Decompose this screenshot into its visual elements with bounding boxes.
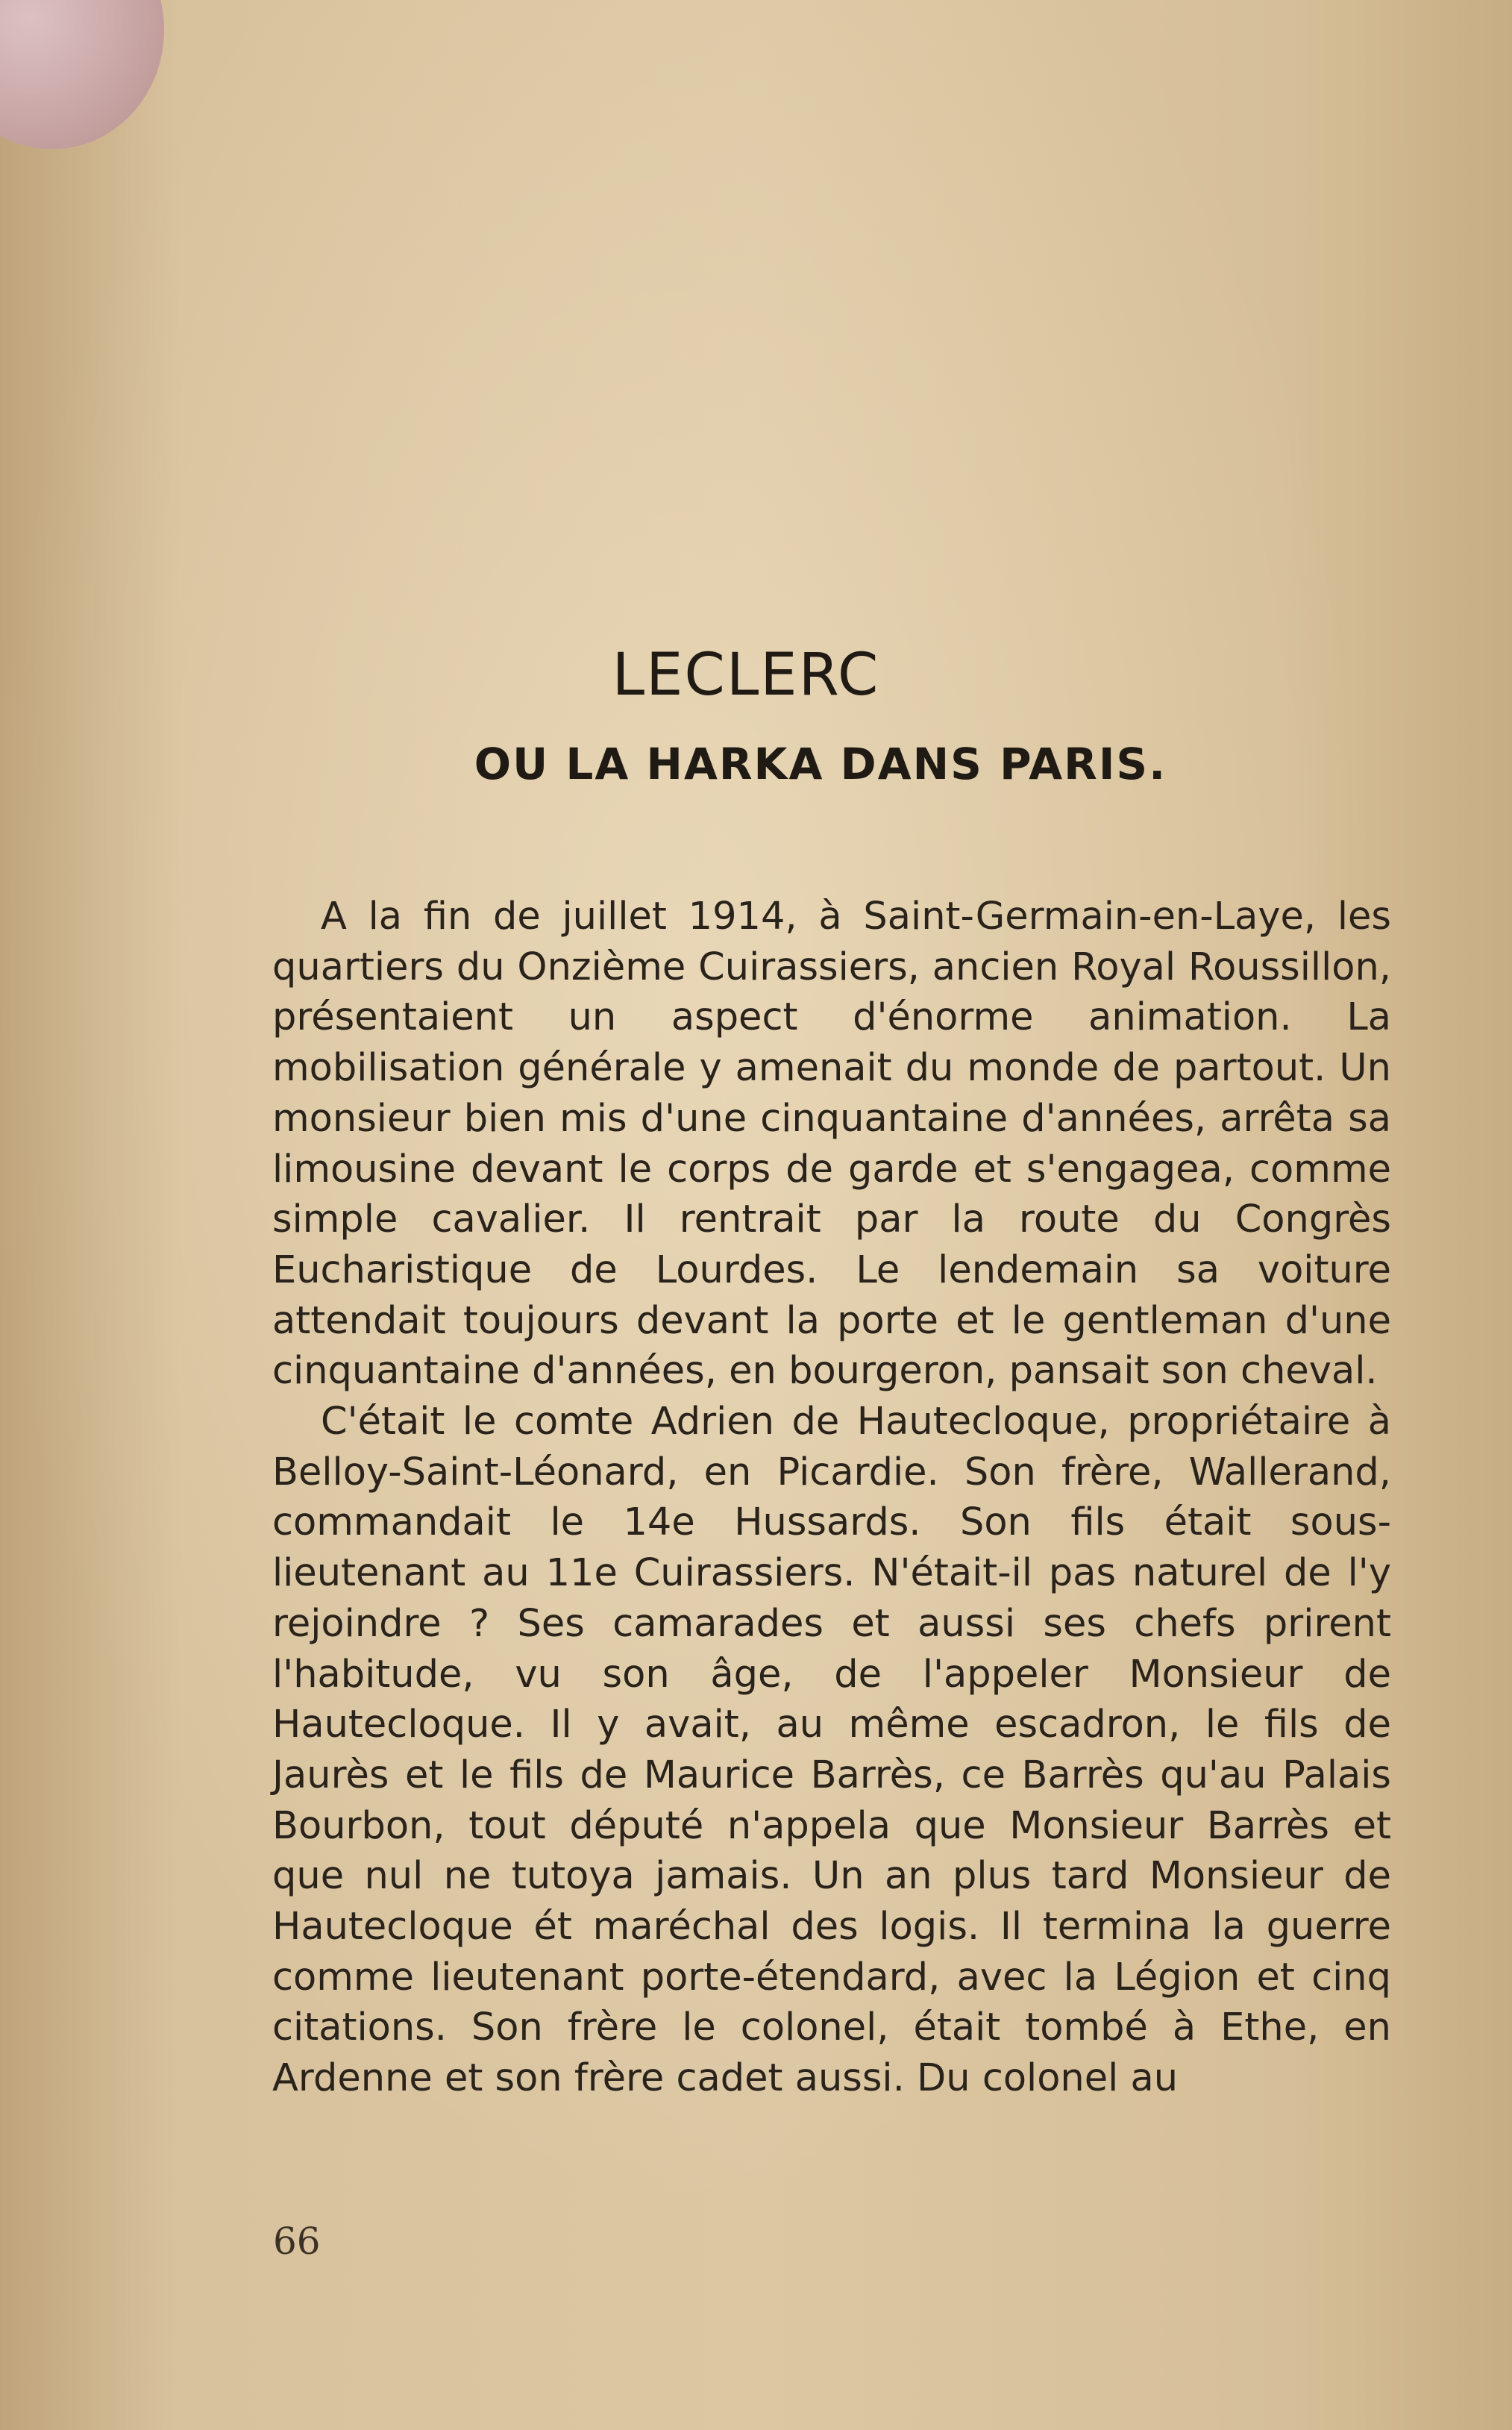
paragraph-2: C'était le comte Adrien de Hautecloque, propriétaire à Belloy-Saint-Léonard, en Picardie. Son frère, Wallerand, commandait le 14e Hussards. Son fils était sous-lieutenant au 11e Cuirassiers. N'était-il pas naturel de l'y rejoindre ? Ses camarades et aussi ses chefs prirent l'habitude, vu son âge, de l'appeler Monsieur de Hautecloque. Il y avait, au même escadron, le fils de Jaurès et le fils de Maurice Barrès, ce Barrès qu'au Palais Bourbon, tout député n'appela que Monsieur Barrès et que nul ne tutoya jamais. Un an plus tard Monsieur de Hautecloque ét maréchal des logis. Il termina la guerre comme lieutenant porte-étendard, avec la Légion et cinq citations. Son frère le colonel, était tombé à Ethe, en Ardenne et son frère cadet aussi. Du colonel au (272, 1400, 1391, 2101)
chapter-title: LECLERC (612, 642, 880, 709)
chapter-subtitle: OU LA HARKA DANS PARIS. (474, 739, 1167, 789)
page-number: 66 (273, 2220, 321, 2263)
body-text (272, 892, 1391, 2104)
paragraph-1: A la fin de juillet 1914, à Saint-Germain-en-Laye, les quartiers du Onzième Cuirassiers, ancien Royal Roussillon, présentaient un aspect d'énorme animation. La mobilisation générale y amenait du monde de partout. Un monsieur bien mis d'une cinquantaine d'années, arrêta sa limousine devant le corps de garde et s'engagea, comme simple cavalier. Il rentrait par la route du Congrès Eucharistique de Lourdes. Le lendemain sa voiture attendait toujours devant la porte et le gentleman d'une cinquantaine d'années, en bourgeron, pansait son cheval. (272, 895, 1391, 1394)
thumb-shadow (0, 0, 164, 149)
